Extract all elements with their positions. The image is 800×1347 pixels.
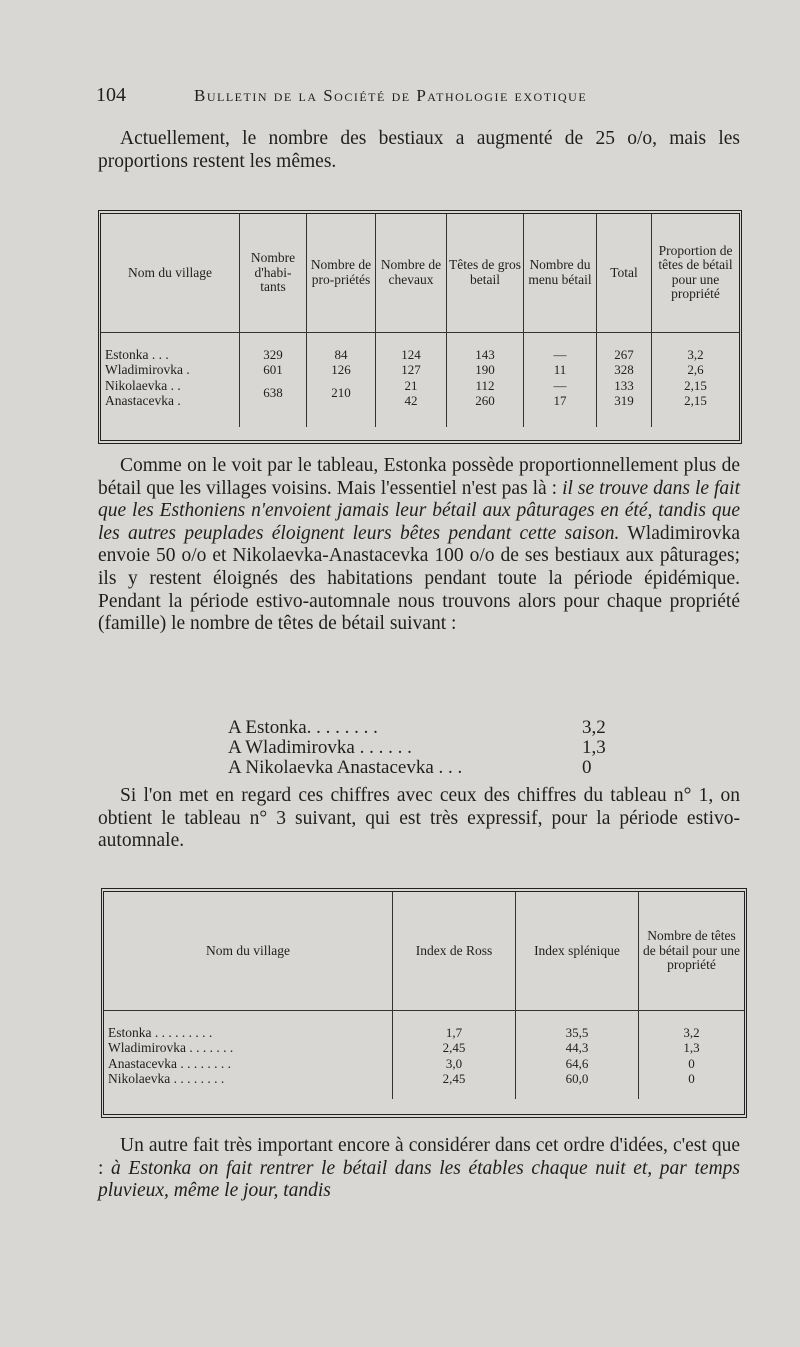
cell-habitants: 638: [240, 378, 307, 409]
cell-total: 319: [597, 393, 652, 409]
paragraph-4-italic: à Estonka on fait rentrer le bétail dans les étables chaque nuit et, par temps pluvieux, même le jour, tandis: [98, 1157, 741, 1202]
table-row: [104, 1071, 744, 1087]
table-1: [98, 210, 742, 444]
cell-village: Anastacevka . . . . . . . .: [108, 1055, 231, 1071]
list-item-value: 3,2: [582, 717, 606, 738]
table-row: [101, 378, 739, 394]
cell-ross: 2,45: [393, 1040, 516, 1056]
col-header-chevaux: Nombre de chevaux: [376, 214, 447, 332]
cell-proportion: 2,15: [652, 393, 740, 409]
cell-nombre: 3,2: [639, 1025, 745, 1041]
cell-total: 328: [597, 362, 652, 378]
cell-village: Estonka . . . . . . . . .: [108, 1024, 213, 1040]
list-item-label: A Estonka. . . . . . . .: [228, 717, 378, 738]
col-header-nombre-tetes: Nombre de têtes de bétail pour une propriété: [639, 892, 745, 1010]
col-header-total: Total: [597, 214, 652, 332]
page-number: 104: [96, 84, 126, 106]
cell-total: 267: [597, 347, 652, 363]
cell-habitants: 601: [240, 362, 307, 378]
cell-village: Estonka . . .: [105, 346, 169, 362]
cell-chevaux: 21: [376, 378, 447, 394]
table-3: [101, 888, 747, 1118]
cell-ross: 1,7: [393, 1025, 516, 1041]
col-header-index-splenique: Index splénique: [516, 892, 639, 1010]
list-item: [228, 758, 648, 778]
paragraph-2-text-a: Comme on le voit par le tableau, Estonka possède proportionnellement plus de bétail que les villages voisins. Mais l'essentiel n'est pas là :: [98, 455, 740, 499]
col-header-village: Nom du village: [206, 942, 290, 958]
cell-chevaux: 42: [376, 393, 447, 409]
cell-ross: 3,0: [393, 1056, 516, 1072]
paragraph-4-text: Un autre fait très important encore à considérer dans cet ordre d'idées, c'est que :: [98, 1135, 740, 1179]
table-row: [101, 362, 739, 378]
paragraph-2: [98, 455, 740, 636]
cell-gros: 190: [447, 362, 524, 378]
table-row: [104, 1025, 744, 1041]
col-header-proprietes: Nombre de pro-priétés: [307, 214, 376, 332]
cell-village: Anastacevka .: [105, 393, 181, 408]
list-item: [228, 718, 648, 738]
cell-chevaux: 127: [376, 362, 447, 378]
page-header: [96, 84, 746, 114]
cell-proportion: 3,2: [652, 347, 740, 363]
list-item: [228, 738, 648, 758]
cell-nombre: 0: [639, 1071, 745, 1087]
col-header-proportion: Proportion de têtes de bétail pour une propriété: [652, 214, 740, 332]
cell-proportion: 2,6: [652, 362, 740, 378]
cell-habitants: 329: [240, 347, 307, 363]
paragraph-2-italic: il se trouve dans le fait que les Esthoniens n'envoient jamais leur bétail aux pâturages en été, tandis que les autres peuplades éloignent leurs bêtes pendant cette saison.: [98, 477, 740, 544]
cell-menu: —: [524, 378, 597, 394]
cell-nombre: 1,3: [639, 1040, 745, 1056]
cell-village: Nikolaevka . .: [105, 377, 181, 393]
list-item-label: A Nikolaevka Anastacevka . . .: [228, 757, 463, 778]
list-item-value: 0: [582, 757, 592, 778]
cell-chevaux: 124: [376, 347, 447, 363]
running-title: Bulletin de la Société de Pathologie exotique: [194, 86, 588, 105]
cell-splenique: 35,5: [516, 1025, 639, 1041]
cell-proprietes: 126: [307, 362, 376, 378]
paragraph-4: [98, 1135, 740, 1203]
cell-village: Wladimirovka .: [105, 362, 190, 377]
table-row: [101, 393, 739, 409]
cell-gros: 260: [447, 393, 524, 409]
paragraph-1: Actuellement, le nombre des bestiaux a augmenté de 25 o/o, mais les proportions restent les mêmes.: [98, 128, 740, 172]
col-header-habitants: Nombre d'habi-tants: [240, 214, 307, 332]
table-row: [101, 347, 739, 363]
paragraph-2-text-b: Wladimirovka envoie 50 o/o et Nikolaevka-Anastacevka 100 o/o de ses bestiaux aux pâturages; ils y restent éloignés des habitations pendant toute la période épidémique. Pendant la période estivo-automnale nous trouvons alors pour chaque propriété (famille) le nombre de têtes de bétail suivant :: [98, 522, 740, 635]
list-item-label: A Wladimirovka . . . . . .: [228, 737, 412, 758]
cell-village: Wladimirovka . . . . . . .: [108, 1040, 234, 1055]
cell-gros: 112: [447, 378, 524, 394]
cell-splenique: 44,3: [516, 1040, 639, 1056]
cell-splenique: 60,0: [516, 1071, 639, 1087]
col-header-gros-betail: Têtes de gros betail: [447, 214, 524, 332]
col-header-index-ross: Index de Ross: [393, 892, 516, 1010]
cell-proprietes: 210: [307, 378, 376, 409]
cell-gros: 143: [447, 347, 524, 363]
col-header-menu-betail: Nombre du menu bétail: [524, 214, 597, 332]
cell-menu: —: [524, 347, 597, 363]
cell-proprietes: 84: [307, 347, 376, 363]
table-row: [104, 1040, 744, 1056]
table-row: [104, 1056, 744, 1072]
cell-total: 133: [597, 378, 652, 394]
cell-menu: 17: [524, 393, 597, 409]
col-header-village: Nom du village: [128, 264, 212, 280]
paragraph-3: Si l'on met en regard ces chiffres avec ceux des chiffres du tableau n° 1, on obtient le tableau n° 3 suivant, qui est très expressif, pour la période estivo-automnale.: [98, 785, 740, 852]
cell-splenique: 64,6: [516, 1056, 639, 1072]
cell-menu: 11: [524, 362, 597, 378]
cell-ross: 2,45: [393, 1071, 516, 1087]
cell-nombre: 0: [639, 1056, 745, 1072]
cell-village: Nikolaevka . . . . . . . .: [108, 1071, 225, 1086]
cattle-list: [228, 718, 648, 778]
list-item-value: 1,3: [582, 737, 606, 758]
cell-proportion: 2,15: [652, 378, 740, 394]
